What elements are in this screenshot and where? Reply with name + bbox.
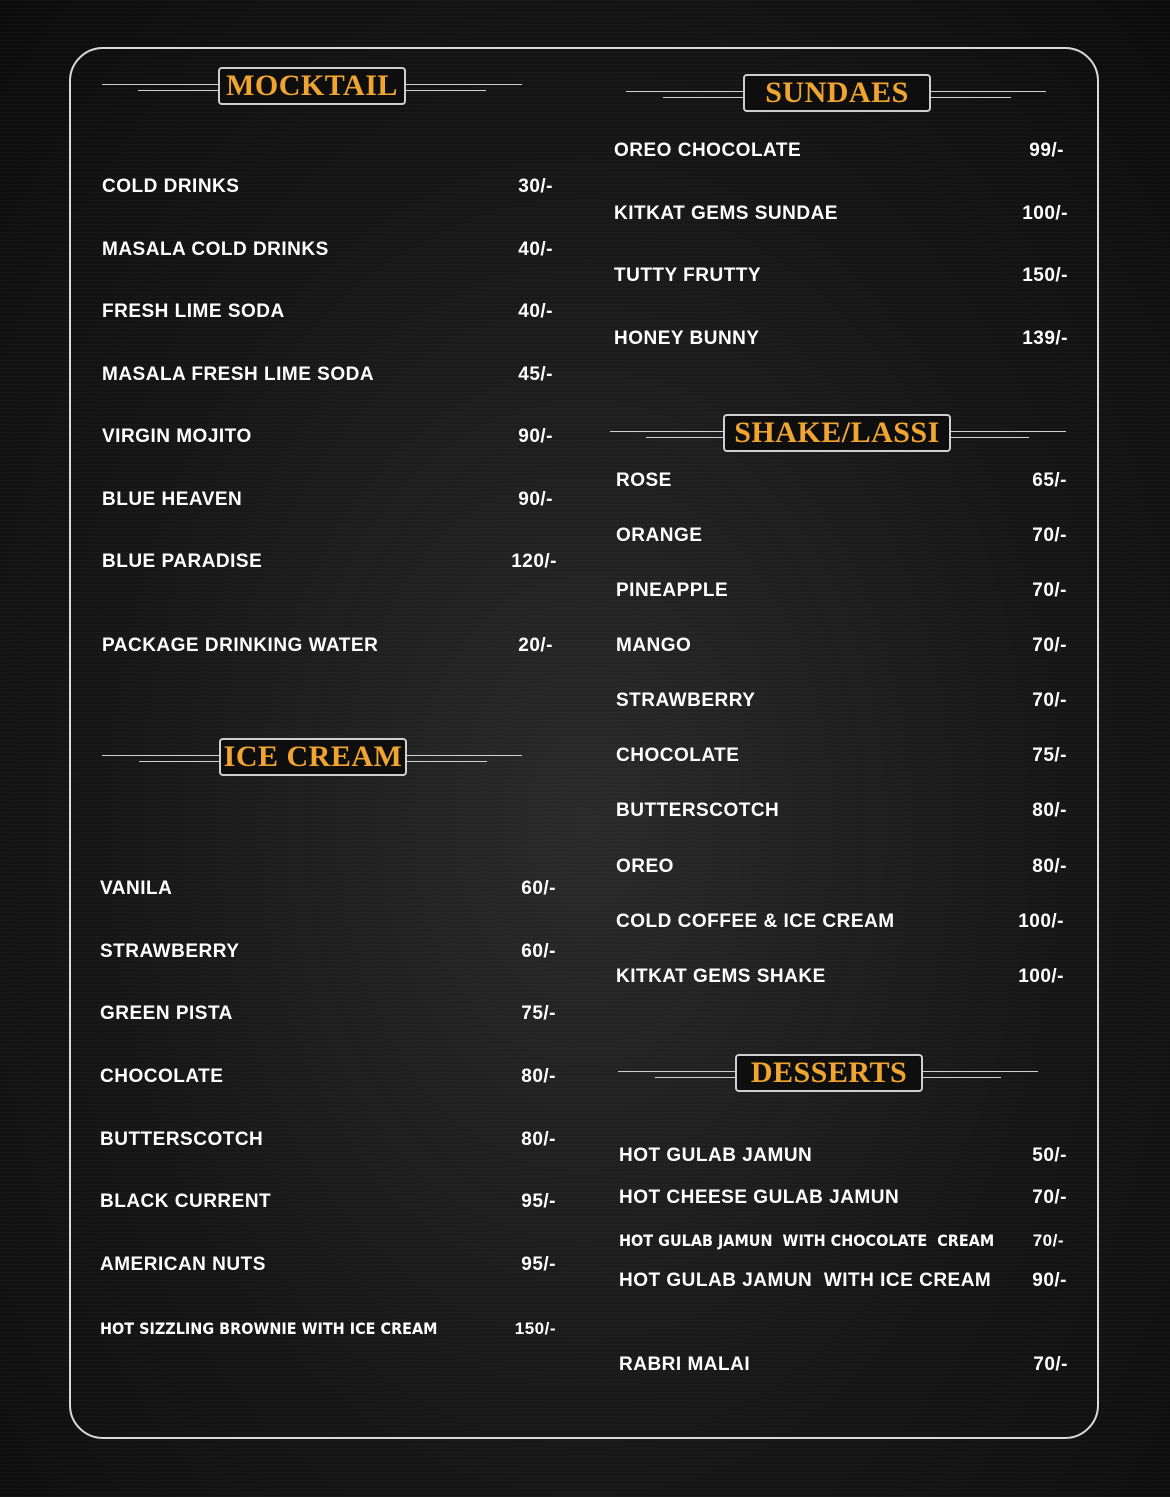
menu-item-name: BLUE PARADISE (102, 551, 263, 572)
section-header-desserts (618, 1054, 1038, 1094)
menu-item-name: BLACK CURRENT (100, 1191, 272, 1212)
menu-item-price: 90/- (518, 489, 553, 510)
menu-item-name: MASALA FRESH LIME SODA (102, 364, 375, 385)
menu-item-price: 30/- (518, 176, 553, 197)
menu-item-name: HOT GULAB JAMUN (619, 1145, 813, 1166)
section-header-ice-cream (102, 738, 522, 778)
menu-item-price: 139/- (1022, 328, 1068, 349)
menu-item-price: 80/- (1032, 856, 1067, 877)
menu-item-name: COLD COFFEE & ICE CREAM (616, 911, 895, 932)
menu-item-name: KITKAT GEMS SHAKE (616, 966, 826, 987)
menu-item-price: 100/- (1022, 203, 1068, 224)
menu-item-name: MANGO (616, 635, 692, 656)
menu-item-price: 60/- (521, 941, 556, 962)
menu-item-name: BUTTERSCOTCH (616, 800, 780, 821)
header-rule (407, 761, 487, 762)
menu-item-price: 60/- (521, 878, 556, 899)
section-header-mocktail (102, 67, 522, 107)
section-title: ICE CREAM (219, 738, 407, 776)
menu-item-name: PINEAPPLE (616, 580, 729, 601)
menu-item-name: PACKAGE DRINKING WATER (102, 635, 379, 656)
menu-item-price: 100/- (1018, 966, 1064, 987)
menu-item-name: AMERICAN NUTS (100, 1254, 266, 1275)
menu-item-name: BLUE HEAVEN (102, 489, 243, 510)
header-rule (102, 84, 218, 85)
menu-item-price: 95/- (521, 1254, 556, 1275)
menu-item-name: HONEY BUNNY (614, 328, 760, 349)
section-title: MOCKTAIL (218, 67, 406, 105)
menu-item-name: CHOCOLATE (100, 1066, 224, 1087)
menu-item-name: STRAWBERRY (616, 690, 756, 711)
menu-item-price: 90/- (518, 426, 553, 447)
menu-item-price: 90/- (1032, 1270, 1067, 1291)
menu-item-price: 70/- (1032, 1231, 1064, 1250)
menu-item-price: 70/- (1032, 525, 1067, 546)
header-rule (610, 431, 723, 432)
menu-item-price: 80/- (1032, 800, 1067, 821)
menu-item-price: 75/- (521, 1003, 556, 1024)
header-rule (406, 90, 486, 91)
menu-item-name: BUTTERSCOTCH (100, 1129, 264, 1150)
menu-item-name: HOT GULAB JAMUN WITH CHOCOLATE CREAM (619, 1231, 995, 1250)
menu-item-name: HOT GULAB JAMUN WITH ICE CREAM (619, 1270, 992, 1291)
menu-item-price: 99/- (1029, 140, 1064, 161)
header-rule (951, 431, 1066, 432)
menu-item-price: 80/- (521, 1129, 556, 1150)
menu-item-price: 80/- (521, 1066, 556, 1087)
menu-item-name: VIRGIN MOJITO (102, 426, 252, 447)
header-rule (663, 97, 743, 98)
menu-item-price: 70/- (1032, 580, 1067, 601)
menu-item-name: OREO (616, 856, 674, 877)
header-rule (406, 84, 522, 85)
menu-item-price: 95/- (521, 1191, 556, 1212)
menu-item-name: VANILA (100, 878, 173, 899)
section-header-shake-lassi (610, 414, 1066, 454)
header-rule (655, 1077, 735, 1078)
menu-item-price: 70/- (1033, 1354, 1068, 1375)
menu-item-price: 70/- (1032, 690, 1067, 711)
header-rule (923, 1071, 1038, 1072)
menu-item-name: FRESH LIME SODA (102, 301, 285, 322)
menu-item-price: 100/- (1018, 911, 1064, 932)
header-rule (139, 761, 219, 762)
section-header-sundaes (626, 74, 1046, 114)
header-rule (618, 1071, 735, 1072)
menu-item-price: 40/- (518, 239, 553, 260)
menu-item-price: 65/- (1032, 470, 1067, 491)
section-title: DESSERTS (735, 1054, 923, 1092)
menu-item-name: COLD DRINKS (102, 176, 240, 197)
menu-item-name: KITKAT GEMS SUNDAE (614, 203, 838, 224)
menu-item-name: HOT CHEESE GULAB JAMUN (619, 1187, 900, 1208)
menu-item-name: HOT SIZZLING BROWNIE WITH ICE CREAM (100, 1319, 438, 1338)
menu-item-name: CHOCOLATE (616, 745, 740, 766)
menu-item-name: GREEN PISTA (100, 1003, 233, 1024)
menu-item-name: TUTTY FRUTTY (614, 265, 762, 286)
menu-item-price: 150/- (1022, 265, 1068, 286)
menu-item-name: RABRI MALAI (619, 1354, 751, 1375)
header-rule (931, 91, 1046, 92)
menu-item-price: 20/- (518, 635, 553, 656)
header-rule (626, 91, 743, 92)
menu-item-name: OREO CHOCOLATE (614, 140, 802, 161)
menu-item-name: STRAWBERRY (100, 941, 240, 962)
header-rule (138, 90, 218, 91)
header-rule (646, 437, 723, 438)
section-title: SHAKE/LASSI (723, 414, 951, 452)
section-title: SUNDAES (743, 74, 931, 112)
menu-item-price: 50/- (1032, 1145, 1067, 1166)
header-rule (102, 755, 219, 756)
menu-item-price: 150/- (514, 1319, 556, 1338)
menu-item-price: 40/- (518, 301, 553, 322)
menu-item-name: ROSE (616, 470, 672, 491)
header-rule (407, 755, 522, 756)
menu-item-price: 70/- (1032, 635, 1067, 656)
menu-item-price: 75/- (1032, 745, 1067, 766)
menu-item-price: 120/- (511, 551, 557, 572)
header-rule (931, 97, 1011, 98)
header-rule (923, 1077, 1001, 1078)
header-rule (951, 437, 1029, 438)
menu-item-price: 45/- (518, 364, 553, 385)
menu-item-price: 70/- (1032, 1187, 1067, 1208)
menu-item-name: MASALA COLD DRINKS (102, 239, 329, 260)
menu-item-name: ORANGE (616, 525, 703, 546)
